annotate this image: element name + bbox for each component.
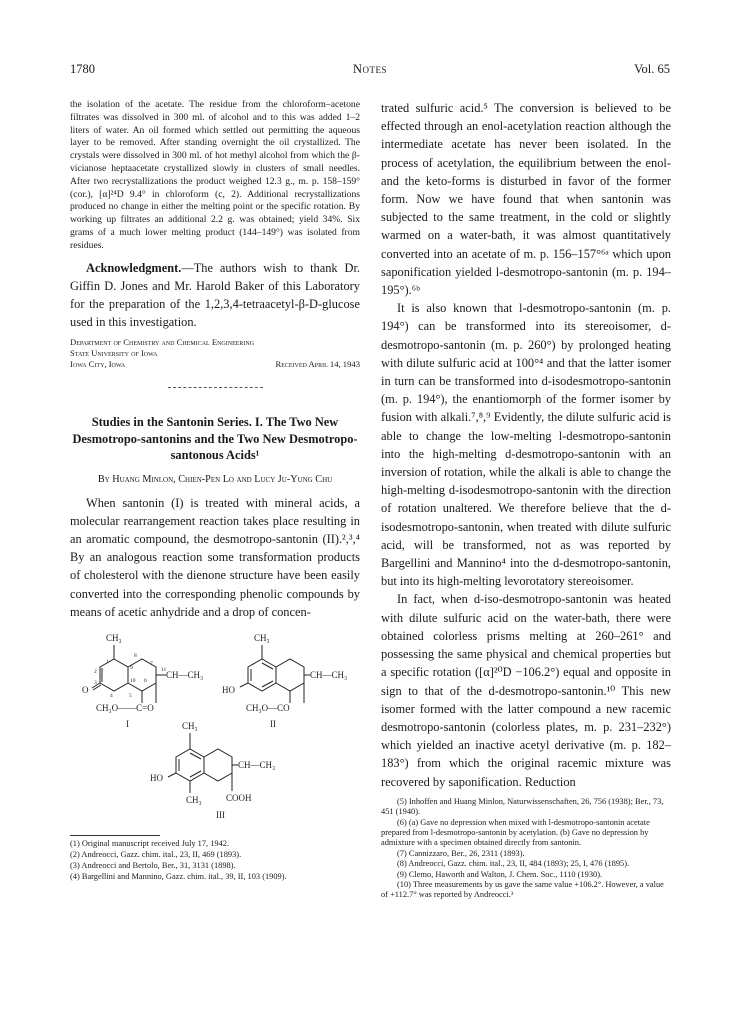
atom-number-4: 4 [110, 693, 113, 700]
received-date: Received April 14, 1943 [275, 358, 360, 369]
section-divider [168, 387, 263, 388]
footnote-9: (9) Clemo, Haworth and Walton, J. Chem. Soc., 1110 (1930). [397, 869, 603, 879]
article-title: Studies in the Santonin Series. I. The Two New Desmotropo-santonins and the Two New Desmotropo-santonous Acids¹ [72, 415, 358, 463]
footnote-4: (4) Bargellini and Mannino, Gazz. chim. ital., 39, II, 103 (1909). [70, 871, 287, 881]
atom-number-7: 7 [150, 661, 153, 668]
article-authors: By Huang Minlon, Chien-Pen Lo and Lucy Ju-Yung Chu [97, 473, 333, 485]
structure-ii-side-chain: CH—CH₃ [310, 670, 348, 681]
structure-i-side-chain: CH—CH₃ [166, 670, 204, 681]
atom-number-10: 10 [130, 678, 136, 685]
structure-figure [70, 631, 360, 835]
footnote-8: (8) Andreocci, Gazz. chim. ital., 23, II, 484 (1893); 25, I, 476 (1895). [397, 859, 630, 869]
atom-number-3: 3 [94, 680, 97, 687]
atom-number-5: 5 [129, 693, 132, 700]
structure-iii-ring-b [204, 749, 232, 781]
atom-number-1: 1 [106, 659, 109, 666]
structure-ii-hydroxyl: HO [222, 685, 235, 696]
structure-iii-carboxyl: COOH [226, 793, 252, 804]
affiliation-university: State University of Iowa [70, 347, 158, 358]
footnote-2: (2) Andreocci, Gazz. chim. ital., 23, II, 469 (1893). [70, 849, 242, 859]
right-footnotes [381, 797, 671, 901]
structure-diagram [70, 631, 360, 835]
atom-number-9: 9 [130, 665, 133, 672]
structure-i-lactone: CH₃O——C=O [96, 703, 154, 714]
footnote-1: (1) Original manuscript received July 17, 1942. [70, 839, 230, 849]
structure-iii-aromatic-ring [176, 749, 204, 781]
page-header [70, 62, 670, 78]
structure-ii-ch3: CH₃ [254, 633, 270, 644]
atom-number-11: 11 [161, 667, 167, 674]
left-column [70, 99, 360, 883]
page-number: 1780 [70, 62, 95, 76]
structure-i-ch3: CH₃ [106, 633, 122, 644]
structure-i-ring-a [100, 659, 128, 691]
introduction-paragraph: When santonin (I) is treated with mineral acids, a molecular rearrangement reaction takes place resulting in an aromatic compound, the desmotropo-santonin (II).²,³,⁴ By an analogous reaction some transformation products of cholesterol with the dienone structure have been easily converted into the corresponding phenolic compounds by means of acetic anhydride and a drop of concen- [70, 495, 360, 619]
structure-iii-hydroxyl: HO [150, 773, 163, 784]
volume-label: Vol. 65 [634, 62, 670, 76]
right-paragraph-3: In fact, when d-iso-desmotropo-santonin was heated with dilute sulfuric acid on the water-bath, there were obtained colorless prisms melting at 260–261° and possessing the same physical and chemical properties but a specific rotation ([α]²⁰D −106.2°) equal and opposite in sign to that of the d-desmotropo-santonin.¹⁰ This new isomer formed with the latter compound a new racemic desmotropo-santonin (colorless plates, m. p. 231–232°) which yielded an inactive acetyl derivative (m. p. 182–183°) from which the original racemic mixture was recovered by saponification. Reduction [381, 592, 671, 789]
footnote-7: (7) Cannizzaro, Ber., 26, 2311 (1893). [397, 848, 525, 858]
acknowledgment-text: —The authors wish to thank Dr. Giffin D. Jones and Mr. Harold Baker of this Laboratory for the preparation of the 1,2,3,4-tetraacetyl-β-D-glucose used in this investigation. [70, 260, 360, 330]
atom-number-8: 8 [134, 653, 137, 660]
structure-iii-side-chain: CH—CH₃ [238, 760, 276, 771]
structure-ii-ring-b [276, 659, 304, 691]
affiliation-city: Iowa City, Iowa [70, 358, 126, 369]
footnote-10: (10) Three measurements by us gave the same value +106.2°. However, a value of +112.7° was reported by Andreocci.³ [381, 879, 664, 900]
footnote-rule [70, 835, 160, 836]
structure-ii-aromatic-ring [248, 659, 276, 691]
right-paragraph-1: trated sulfuric acid.⁵ The conversion is believed to be effected through an enol-acetylation reaction although the intermediate acetate has never been isolated. In the process of acetylation, the equilibrium between the enol- and the keto-forms is disturbed in favor of the former form. Now we have found that when santonin was subjected to the same treatment, in the cold or slightly warmed on a water-bath, it was almost quantitatively converted into an acetate of m. p. 156–157°⁶ᵃ which upon saponification yielded l-desmotropo-santonin (m. p. 194–195°).⁶ᵇ [381, 101, 671, 298]
acknowledgment-paragraph [70, 259, 360, 332]
acknowledgment-heading: Acknowledgment. [86, 260, 182, 275]
right-paragraph-2: It is also known that l-desmotropo-santonin (m. p. 194°) can be transformed into its stereoisomer, d-desmotropo-santonin (m. p. 260°) by prolonged heating with dilute sulfuric acid at 100°⁴ and that the latter isomer in turn can be transformed into d-isodesmotropo-santonin (m. p. 194°), the enantiomorph of the former isomer by fusion with alkali.⁷,⁸,⁹ Evidently, the dilute sulfuric acid is able to change the low-melting l-desmotropo-santonin into the high-melting d-desmotropo-santonin with an inversion of rotation, while the alkali is able to change the high-melting d-isodesmotropo-santonin with the direction of rotation unaltered. We therefore believe that the d-isodesmotropo-santonin, when treated with dilute sulfuric acid, will be transformed, not as was reported by Bargellini and Mannino⁴ into the d-desmotropo-santonin, but into its high-melting levorotatory stereoisomer. [381, 301, 671, 589]
experimental-paragraph: the isolation of the acetate. The residue from the chloroform–acetone filtrates was dissolved in 300 ml. of alcohol and to this was added 1–2 liters of water. An oil formed which settled out permitting the aqueous layer to be removed. After standing overnight the oil crystallized. The crystals were dissolved in 300 ml. of hot methyl alcohol from which the β-vicianose heptaacetate crystallized slowly in clusters of small needles. After two recrystallizations the product weighed 12.3 g., m. p. 158–159° (cor.), [α]²⁴D 9.4° in chloroform (c, 2). Additional recrystallizations produced no change in either the melting point or the specific rotation. By working up filtrates an additional 2.2 g. was obtained; yield 34%. Six grams of a much lower melting product (144–149°) was isolated from residues. [70, 99, 360, 251]
running-title: Notes [352, 62, 388, 76]
affiliation-department: Department of Chemistry and Chemical Engineering [70, 337, 255, 348]
affiliation-block [70, 337, 360, 369]
footnote-6: (6) (a) Gave no depression when mixed with l-desmotropo-santonin acetate prepared from l-desmotropo-santonin by acetylation. (b) Gave no depression by admixture with a specimen obtained directly from santonin. [381, 817, 650, 848]
structure-i-oxygen: O [82, 685, 89, 696]
structure-label-i: I [126, 719, 129, 730]
structure-label-ii: II [270, 719, 276, 730]
atom-number-6: 6 [144, 678, 147, 685]
structure-ii-lactone: CH₃O—CO [246, 703, 290, 714]
left-footnotes [70, 839, 360, 883]
structure-label-iii: III [216, 810, 225, 821]
structure-iii-ch3-top: CH₃ [182, 721, 198, 732]
atom-number-2: 2 [94, 669, 97, 676]
structure-iii-ch3-bottom: CH₃ [186, 795, 202, 806]
footnote-3: (3) Andreocci and Bertolo, Ber., 31, 3131 (1898). [70, 860, 236, 870]
right-column [381, 99, 671, 901]
footnote-5: (5) Inhoffen and Huang Minlon, Naturwissenschaften, 26, 756 (1938); Ber., 73, 451 (1940). [381, 796, 664, 817]
